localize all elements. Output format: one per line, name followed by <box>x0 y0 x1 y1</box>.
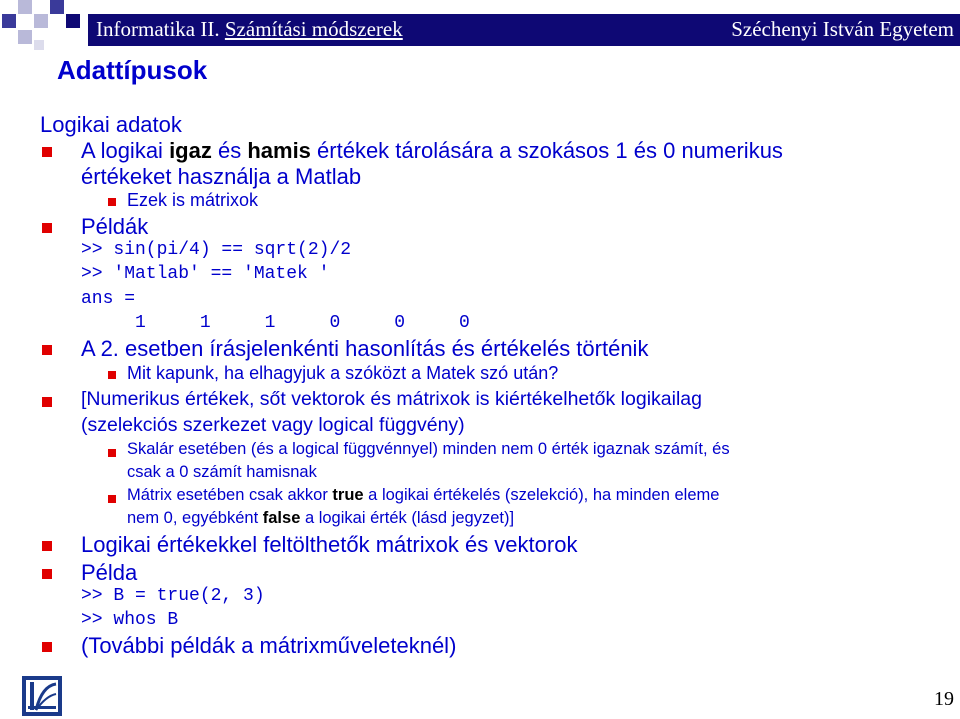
text-span: a logikai értékelés (szelekció), ha minden eleme <box>363 486 720 504</box>
bullet-marker <box>42 345 52 355</box>
code-line: ans = <box>81 289 136 309</box>
bullet-marker <box>42 569 52 579</box>
bullet-more-examples: (További példák a mátrixműveleteknél) <box>81 633 457 658</box>
bullet-example: Példa <box>81 560 138 585</box>
bold-hamis: hamis <box>247 138 311 163</box>
university-name: Széchenyi István Egyetem <box>731 17 954 41</box>
sub-bullet-marker <box>108 449 116 457</box>
text-span: A logikai <box>81 138 170 163</box>
sub-bullet-marker <box>108 198 116 206</box>
section-heading: Logikai adatok <box>40 112 182 137</box>
sub-bullet-scalar-cont: csak a 0 számít hamisnak <box>127 463 317 481</box>
page-number: 19 <box>934 688 954 710</box>
bullet-marker <box>42 397 52 407</box>
bold-igaz: igaz <box>169 138 212 163</box>
sub-bullet-matrix <box>127 486 719 505</box>
code-line: >> 'Matlab' == 'Matek ' <box>81 264 330 284</box>
bullet-numeric-logical-cont: (szelekciós szerkezet vagy logical függvény) <box>81 414 465 436</box>
sub-bullet-scalar: Skalár esetében (és a logical függvénnyel) minden nem 0 érték igaznak számít, és <box>127 440 730 458</box>
bullet-marker <box>42 541 52 551</box>
bullet-char-comparison: A 2. esetben írásjelenkénti hasonlítás és értékelés történik <box>81 336 649 361</box>
bold-true: true <box>332 486 364 504</box>
sub-bullet-question: Mit kapunk, ha elhagyjuk a szóközt a Matek szó után? <box>127 363 559 383</box>
text-span: és <box>211 138 248 163</box>
course-topic: Számítási módszerek <box>224 17 403 41</box>
sub-bullet-marker <box>108 495 116 503</box>
bullet-examples: Példák <box>81 214 149 239</box>
bullet-logical-values <box>81 138 783 164</box>
university-logo-icon <box>22 676 62 716</box>
text-span: Mátrix esetében csak akkor <box>127 486 333 504</box>
code-line: 1 1 1 0 0 0 <box>81 313 470 333</box>
text-span: nem 0, egyébként <box>127 509 263 527</box>
code-line: >> whos B <box>81 610 179 630</box>
slide-title: Adattípusok <box>57 55 208 85</box>
bullet-logical-values-cont: értékeket használja a Matlab <box>81 164 362 189</box>
sub-bullet-marker <box>108 371 116 379</box>
bullet-numeric-logical: [Numerikus értékek, sőt vektorok és mátrixok is kiértékelhetők logikailag <box>81 388 702 410</box>
course-prefix: Informatika II. <box>96 17 225 41</box>
bullet-marker <box>42 223 52 233</box>
bold-false: false <box>262 509 301 527</box>
code-line: >> B = true(2, 3) <box>81 586 265 606</box>
sub-bullet-matrix-cont <box>127 509 514 528</box>
bullet-marker <box>42 147 52 157</box>
bullet-marker <box>42 642 52 652</box>
code-line: >> sin(pi/4) == sqrt(2)/2 <box>81 240 352 260</box>
sub-bullet-matrices: Ezek is mátrixok <box>127 190 259 210</box>
text-span: a logikai érték (lásd jegyzet)] <box>300 509 515 527</box>
text-span: értékek tárolására a szokásos 1 és 0 numerikus <box>310 138 783 163</box>
bullet-fill-matrices: Logikai értékekkel feltölthetők mátrixok és vektorok <box>81 532 578 557</box>
